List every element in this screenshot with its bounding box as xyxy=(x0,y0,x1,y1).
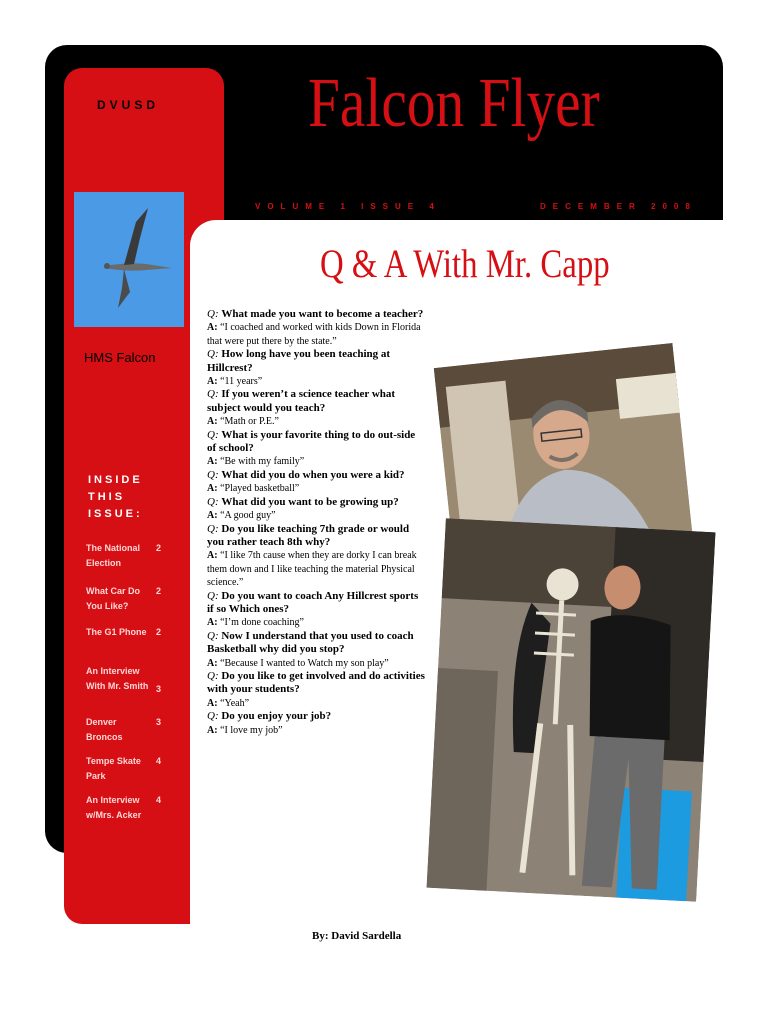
question-text: How long have you been teaching at Hillcrest? xyxy=(207,348,391,374)
answer xyxy=(207,724,427,737)
question xyxy=(207,429,427,456)
question-text: What is your favorite thing to do out-side of school? xyxy=(207,428,416,455)
answer xyxy=(207,375,427,388)
question-label: Q: xyxy=(207,348,222,361)
toc-item[interactable]: Tempe Skate Park 4 xyxy=(86,756,162,781)
newsletter-title: Falcon Flyer xyxy=(308,65,600,142)
issue-date: DECEMBER 2008 xyxy=(540,202,697,211)
answer-label: A: xyxy=(207,617,221,629)
answer xyxy=(207,616,427,629)
question-text: What did you want to be growing up? xyxy=(221,495,399,508)
answer-text: “I coached and worked with kids Down in Florida that were put there by the state.” xyxy=(207,322,421,347)
question-label: Q: xyxy=(207,495,222,508)
answer xyxy=(207,415,427,428)
toc-item[interactable]: The National Election 2 xyxy=(86,543,162,568)
answer-text: “I’m done coaching” xyxy=(220,617,304,629)
question-label: Q: xyxy=(207,308,222,320)
toc-item[interactable]: What Car Do You Like? 2 xyxy=(86,586,162,611)
answer-label: A: xyxy=(207,697,221,709)
answer xyxy=(207,321,427,348)
toc-item[interactable]: An Interview w/Mrs. Acker 4 xyxy=(86,795,162,820)
question-label: Q: xyxy=(207,428,222,441)
toc-item[interactable]: An Interview With Mr. Smith 3 xyxy=(86,666,162,694)
question-text: Do you enjoy your job? xyxy=(221,710,332,723)
answer-label: A: xyxy=(207,657,221,669)
answer-label: A: xyxy=(207,416,221,428)
falcon-icon xyxy=(74,192,184,327)
falcon-photo xyxy=(74,192,184,327)
teacher-skeleton-photo xyxy=(427,518,716,902)
question-text: What did you do when you were a kid? xyxy=(221,468,405,481)
answer-text: “I love my job” xyxy=(220,724,283,736)
qa-list xyxy=(207,308,427,737)
question-text: Do you like to get involved and do activities with your students? xyxy=(207,669,425,696)
answer-label: A: xyxy=(207,322,221,334)
inside-heading: INSIDE THIS ISSUE: xyxy=(88,474,143,520)
question xyxy=(207,670,427,697)
question-label: Q: xyxy=(207,589,222,602)
volume-issue: VOLUME 1 ISSUE 4 xyxy=(255,202,441,211)
question-text: What made you want to become a teacher? xyxy=(221,308,424,320)
article-headline: Q & A With Mr. Capp xyxy=(320,241,610,286)
question xyxy=(207,710,427,723)
question xyxy=(207,590,427,617)
question xyxy=(207,469,427,482)
question-text: If you weren’t a science teacher what subject would you teach? xyxy=(207,388,396,414)
question xyxy=(207,630,427,657)
answer-text: “Be with my family” xyxy=(220,456,305,468)
question-text: Do you like teaching 7th grade or would you rather teach 8th why? xyxy=(207,522,410,548)
answer-text: “Because I wanted to Watch my son play” xyxy=(220,657,389,669)
answer-text: “Yeah” xyxy=(220,697,250,709)
answer-text: “Math or P.E.” xyxy=(220,416,279,428)
mascot-name: HMS Falcon xyxy=(84,350,156,365)
toc-item[interactable]: Denver Broncos 3 xyxy=(86,717,162,742)
district-label: DVUSD xyxy=(97,98,160,112)
byline: By: David Sardella xyxy=(312,930,402,942)
answer-label: A: xyxy=(207,510,221,522)
toc-item[interactable]: The G1 Phone 2 xyxy=(86,627,162,637)
answer-text: “I like 7th cause when they are dorky I can break them down and I like teaching the material Physical science.” xyxy=(207,550,417,589)
answer xyxy=(207,549,427,589)
question-label: Q: xyxy=(207,468,222,481)
question-text: Now I understand that you used to coach Basketball why did you stop? xyxy=(207,629,414,656)
answer-label: A: xyxy=(207,456,221,468)
question xyxy=(207,496,427,509)
answer-label: A: xyxy=(207,376,221,388)
question-text: Do you want to coach Any Hillcrest sports if so Which ones? xyxy=(207,589,419,615)
question-label: Q: xyxy=(207,669,222,682)
answer xyxy=(207,509,427,522)
answer-label: A: xyxy=(207,550,221,562)
answer xyxy=(207,697,427,710)
answer-text: “A good guy” xyxy=(220,510,276,522)
answer-label: A: xyxy=(207,483,221,495)
answer xyxy=(207,482,427,495)
answer-text: “Played basketball” xyxy=(220,483,300,495)
question-label: Q: xyxy=(207,629,222,642)
question xyxy=(207,348,427,375)
answer-label: A: xyxy=(207,724,221,736)
answer xyxy=(207,455,427,468)
answer xyxy=(207,657,427,670)
question-label: Q: xyxy=(207,710,222,723)
answer-text: “11 years” xyxy=(220,376,263,388)
question xyxy=(207,308,427,321)
question xyxy=(207,523,427,550)
question xyxy=(207,388,427,415)
question-label: Q: xyxy=(207,388,222,401)
question-label: Q: xyxy=(207,522,222,535)
